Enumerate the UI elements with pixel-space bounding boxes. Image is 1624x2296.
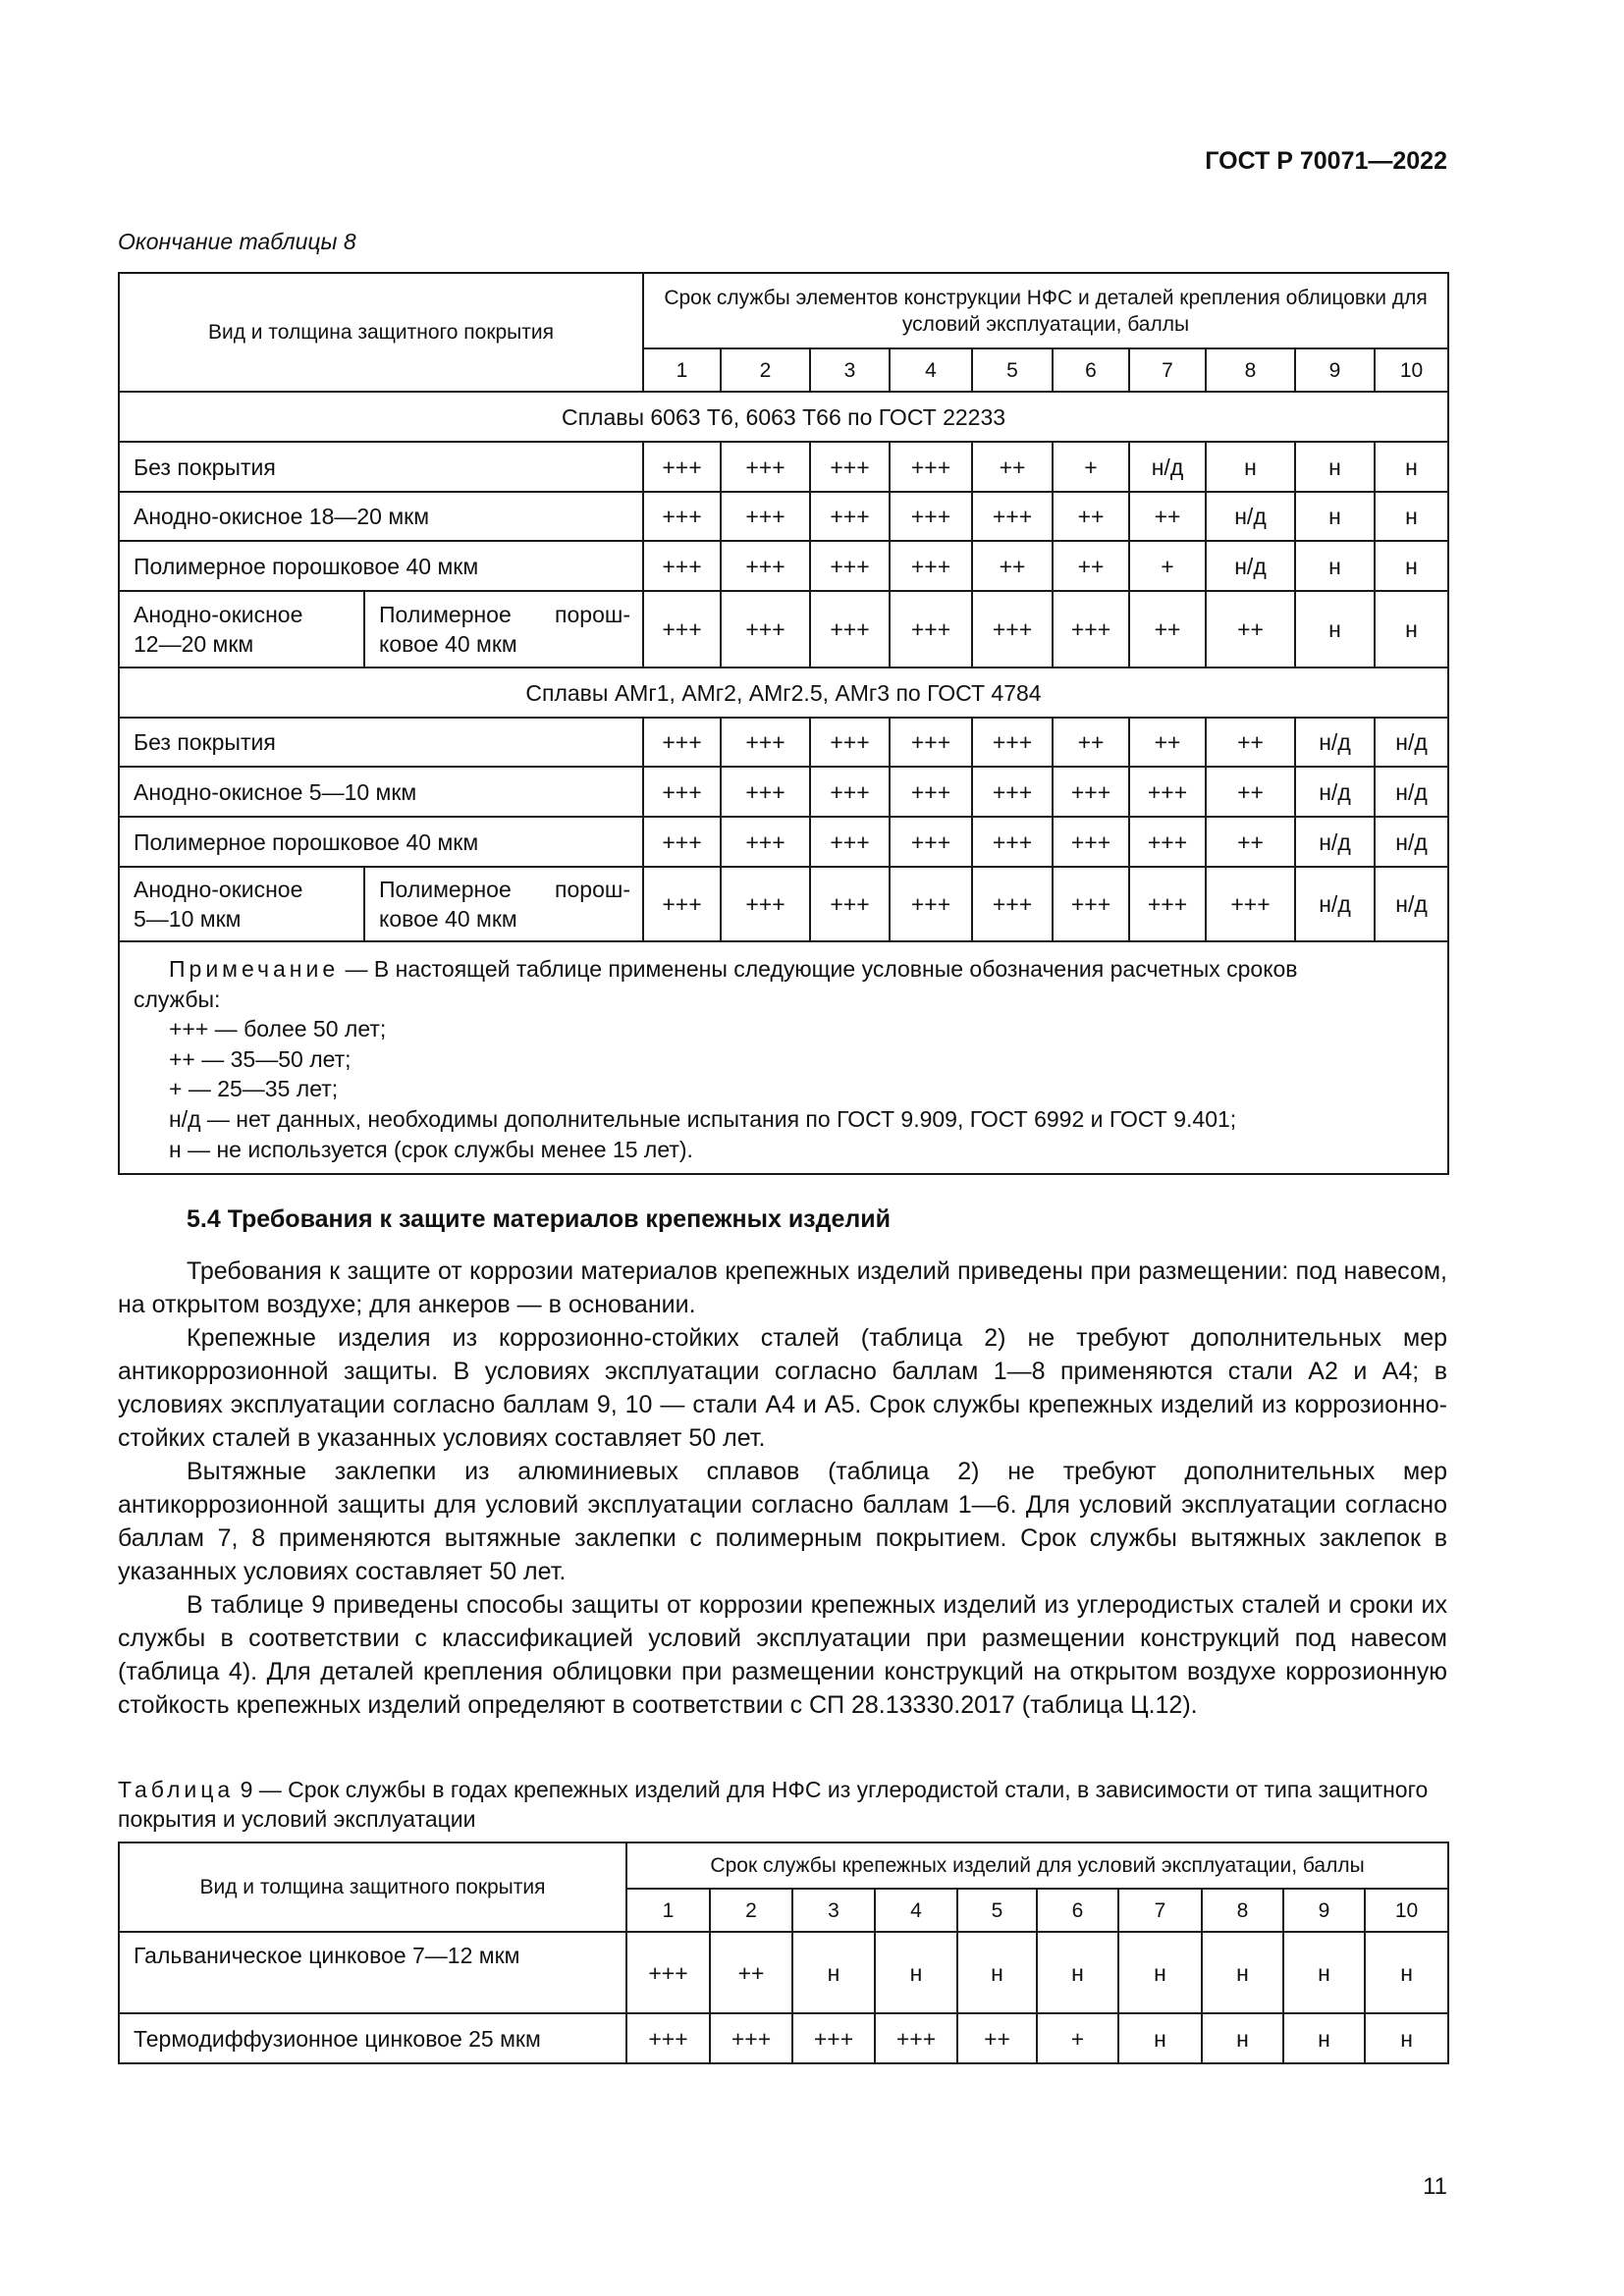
- cell: +++: [890, 867, 972, 941]
- table-row: [119, 817, 1448, 867]
- cell: н/д: [1295, 718, 1375, 767]
- cell: н: [1375, 591, 1448, 667]
- cell: +++: [890, 492, 972, 541]
- row-label-line: ковое 40 мкм: [379, 906, 517, 932]
- cell: ++: [1053, 541, 1129, 591]
- table-9-col-header: 5: [957, 1889, 1037, 1932]
- table-8-col-header: 7: [1129, 348, 1206, 392]
- cell: +++: [972, 817, 1053, 867]
- cell: +++: [1129, 767, 1206, 817]
- cell: н/д: [1295, 767, 1375, 817]
- cell: +++: [810, 718, 890, 767]
- cell: +++: [792, 2013, 875, 2063]
- cell: +++: [1053, 867, 1129, 941]
- table-9-col-header: 1: [626, 1889, 710, 1932]
- cell: н: [875, 1932, 957, 2013]
- cell: ++: [972, 541, 1053, 591]
- cell: +++: [1206, 867, 1295, 941]
- cell: н: [1295, 492, 1375, 541]
- cell: н: [1118, 1932, 1202, 2013]
- cell: +++: [626, 2013, 710, 2063]
- cell: н: [1202, 2013, 1283, 2063]
- row-label-coating-b: [364, 867, 643, 941]
- table-8-col-header: 1: [643, 348, 721, 392]
- table-row: [119, 867, 1448, 941]
- table-8-col-header: 8: [1206, 348, 1295, 392]
- cell: +++: [643, 591, 721, 667]
- table-8-col-header: 6: [1053, 348, 1129, 392]
- cell: +++: [721, 718, 810, 767]
- cell: +++: [721, 817, 810, 867]
- cell: +++: [721, 867, 810, 941]
- cell: +++: [643, 492, 721, 541]
- table-8-section-amg: Сплавы АМг1, АМг2, АМг2.5, АМг3 по ГОСТ 4784: [119, 667, 1448, 718]
- table-8-col-header: 9: [1295, 348, 1375, 392]
- cell: +++: [810, 541, 890, 591]
- cell: н/д: [1295, 867, 1375, 941]
- table-8-header-coating: Вид и толщина защитного покрытия: [119, 273, 643, 392]
- row-label: Без покрытия: [119, 718, 643, 767]
- table-8-col-header: 4: [890, 348, 972, 392]
- cell: +++: [710, 2013, 792, 2063]
- cell: +++: [643, 442, 721, 492]
- cell: +++: [810, 591, 890, 667]
- table-row: [119, 2013, 1448, 2063]
- table-row: [119, 718, 1448, 767]
- note-legend-line: +++ — более 50 лет;: [169, 1016, 387, 1042]
- cell: н: [1283, 2013, 1365, 2063]
- cell: +++: [1053, 817, 1129, 867]
- cell: н: [1202, 1932, 1283, 2013]
- cell: +++: [875, 2013, 957, 2063]
- table-9-col-header: 4: [875, 1889, 957, 1932]
- cell: ++: [1129, 492, 1206, 541]
- table-row: [119, 442, 1448, 492]
- paragraph: Требования к защите от коррозии материалов крепежных изделий приведены при размещении: под навесом, на открытом воздухе; для анкеров — в основании.: [118, 1257, 1447, 1318]
- table-8: [118, 272, 1449, 1175]
- row-label: Полимерное порошковое 40 мкм: [119, 541, 643, 591]
- table-9: [118, 1842, 1449, 2064]
- row-label: Анодно-окисное 18—20 мкм: [119, 492, 643, 541]
- cell: +: [1037, 2013, 1118, 2063]
- cell: н: [1295, 442, 1375, 492]
- cell: н/д: [1206, 492, 1295, 541]
- cell: +++: [810, 767, 890, 817]
- row-label-line: Анодно-окисное: [134, 877, 303, 902]
- cell: ++: [1206, 591, 1295, 667]
- table-9-caption-label: Таблица: [118, 1777, 235, 1802]
- cell: +++: [972, 867, 1053, 941]
- cell: +++: [972, 767, 1053, 817]
- cell: +++: [890, 442, 972, 492]
- table-9-caption: [118, 1775, 1447, 1834]
- cell: +++: [890, 817, 972, 867]
- cell: +++: [890, 718, 972, 767]
- section-5-4-heading: 5.4 Требования к защите материалов крепежных изделий: [187, 1205, 892, 1233]
- row-label-line: Полимерное порош-: [379, 877, 630, 902]
- cell: +++: [1053, 591, 1129, 667]
- page-number: 11: [1423, 2173, 1447, 2200]
- cell: н: [1206, 442, 1295, 492]
- table-row: [119, 767, 1448, 817]
- cell: н/д: [1206, 541, 1295, 591]
- cell: +++: [810, 492, 890, 541]
- cell: +++: [721, 767, 810, 817]
- row-label-line: Полимерное порош-: [379, 602, 630, 627]
- row-label-coating-b: [364, 591, 643, 667]
- cell: +++: [1129, 817, 1206, 867]
- note-intro: [134, 954, 1434, 985]
- cell: +: [1053, 442, 1129, 492]
- cell: н: [1375, 442, 1448, 492]
- note-legend-line: н — не используется (срок службы менее 15 лет).: [169, 1136, 693, 1162]
- cell: +++: [721, 591, 810, 667]
- row-label-line: ковое 40 мкм: [379, 631, 517, 657]
- cell: +++: [810, 817, 890, 867]
- cell: н: [1365, 2013, 1448, 2063]
- cell: н: [957, 1932, 1037, 2013]
- cell: ++: [1206, 718, 1295, 767]
- cell: +++: [721, 492, 810, 541]
- table-8-col-header: 2: [721, 348, 810, 392]
- cell: +++: [643, 817, 721, 867]
- table-row: [119, 492, 1448, 541]
- cell: ++: [1053, 718, 1129, 767]
- table-8-header-service-life: Срок службы элементов конструкции НФС и деталей крепления облицовки для условий эксплуатации, баллы: [643, 273, 1448, 348]
- cell: +++: [972, 492, 1053, 541]
- cell: н/д: [1375, 718, 1448, 767]
- table-9-col-header: 2: [710, 1889, 792, 1932]
- cell: ++: [1129, 591, 1206, 667]
- table-9-header-service-life: Срок службы крепежных изделий для условий эксплуатации, баллы: [626, 1842, 1448, 1889]
- cell: н: [792, 1932, 875, 2013]
- document-title: ГОСТ Р 70071—2022: [1205, 147, 1447, 175]
- cell: н/д: [1129, 442, 1206, 492]
- table-9-col-header: 9: [1283, 1889, 1365, 1932]
- cell: н: [1295, 541, 1375, 591]
- table-9-col-header: 3: [792, 1889, 875, 1932]
- cell: +++: [643, 867, 721, 941]
- table-8-col-header: 3: [810, 348, 890, 392]
- cell: +++: [626, 1932, 710, 2013]
- table-9-caption-text: 9 — Срок службы в годах крепежных изделий для НФС из углеродистой стали, в зависимости от типа защитного покрытия и условий эксплуатации: [118, 1777, 1429, 1832]
- table-8-col-header: 5: [972, 348, 1053, 392]
- table-9-col-header: 6: [1037, 1889, 1118, 1932]
- cell: ++: [710, 1932, 792, 2013]
- table-9-col-header: 10: [1365, 1889, 1448, 1932]
- note-label: Примечание: [169, 956, 340, 982]
- paragraph: В таблице 9 приведены способы защиты от коррозии крепежных изделий из углеродистых сталей и сроки их службы в соответствии с классификацией условий эксплуатации при размещении конструкций под навесом (таблица 4). Для деталей крепления облицовки при размещении конструкций на открытом воздухе коррозионную стойкость крепежных изделий определяют в соответствии с СП 28.13330.2017 (таблица Ц.12).: [118, 1591, 1447, 1719]
- cell: +++: [890, 591, 972, 667]
- cell: н: [1283, 1932, 1365, 2013]
- paragraph: Крепежные изделия из коррозионно-стойких сталей (таблица 2) не требуют дополнительных мер антикоррозионной защиты. В условиях эксплуатации согласно баллам 1—8 применяются стали А2 и А4; в условиях эксплуатации согласно баллам 9, 10 — стали А4 и А5. Срок службы крепежных изделий из коррозионно-стойких сталей в указанных условиях составляет 50 лет.: [118, 1324, 1447, 1452]
- cell: н: [1375, 541, 1448, 591]
- cell: +++: [643, 541, 721, 591]
- note-legend-line: н/д — нет данных, необходимы дополнительные испытания по ГОСТ 9.909, ГОСТ 6992 и ГОСТ 9.401;: [169, 1105, 1237, 1132]
- row-label: Гальваническое цинковое 7—12 мкм: [119, 1932, 626, 2013]
- cell: +: [1129, 541, 1206, 591]
- table-8-col-header: 10: [1375, 348, 1448, 392]
- cell: ++: [957, 2013, 1037, 2063]
- row-label-line: 5—10 мкм: [134, 906, 242, 932]
- cell: н/д: [1375, 867, 1448, 941]
- table-9-col-header: 8: [1202, 1889, 1283, 1932]
- note-text-cont: службы:: [134, 986, 221, 1012]
- cell: +++: [721, 541, 810, 591]
- cell: +++: [1129, 867, 1206, 941]
- cell: ++: [1206, 817, 1295, 867]
- note-legend-line: ++ — 35—50 лет;: [169, 1045, 352, 1072]
- row-label-coating-a: [119, 867, 364, 941]
- row-label-coating-a: [119, 591, 364, 667]
- cell: н: [1295, 591, 1375, 667]
- row-label: Без покрытия: [119, 442, 643, 492]
- cell: +++: [890, 541, 972, 591]
- table-8-caption: Окончание таблицы 8: [118, 229, 356, 254]
- table-row: [119, 1932, 1448, 2013]
- table-row: [119, 591, 1448, 667]
- cell: +++: [643, 718, 721, 767]
- note-text: — В настоящей таблице применены следующие условные обозначения расчетных сроков: [339, 956, 1298, 982]
- cell: н: [1118, 2013, 1202, 2063]
- cell: ++: [972, 442, 1053, 492]
- cell: н/д: [1375, 817, 1448, 867]
- row-label: Термодиффузионное цинковое 25 мкм: [119, 2013, 626, 2063]
- cell: н: [1365, 1932, 1448, 2013]
- table-row: [119, 541, 1448, 591]
- cell: н/д: [1295, 817, 1375, 867]
- row-label: Полимерное порошковое 40 мкм: [119, 817, 643, 867]
- row-label-line: 12—20 мкм: [134, 631, 254, 657]
- table-9-col-header: 7: [1118, 1889, 1202, 1932]
- cell: н/д: [1375, 767, 1448, 817]
- table-9-header-coating: Вид и толщина защитного покрытия: [119, 1842, 626, 1932]
- table-8-note: [119, 941, 1448, 1174]
- cell: +++: [972, 718, 1053, 767]
- cell: н: [1375, 492, 1448, 541]
- cell: +++: [810, 442, 890, 492]
- cell: +++: [810, 867, 890, 941]
- cell: н: [1037, 1932, 1118, 2013]
- cell: +++: [972, 591, 1053, 667]
- cell: ++: [1053, 492, 1129, 541]
- cell: ++: [1206, 767, 1295, 817]
- cell: +++: [890, 767, 972, 817]
- cell: +++: [643, 767, 721, 817]
- paragraph: Вытяжные заклепки из алюминиевых сплавов (таблица 2) не требуют дополнительных мер антикоррозионной защиты для условий эксплуатации согласно баллам 1—6. Для условий эксплуатации согласно баллам 7, 8 применяются вытяжные заклепки с полимерным покрытием. Срок службы вытяжных заклепок в указанных условиях составляет 50 лет.: [118, 1458, 1447, 1585]
- note-legend-line: + — 25—35 лет;: [169, 1076, 339, 1102]
- row-label-line: Анодно-окисное: [134, 602, 303, 627]
- cell: +++: [721, 442, 810, 492]
- table-8-section-6063: Сплавы 6063 Т6, 6063 Т66 по ГОСТ 22233: [119, 392, 1448, 442]
- cell: ++: [1129, 718, 1206, 767]
- row-label: Анодно-окисное 5—10 мкм: [119, 767, 643, 817]
- cell: +++: [1053, 767, 1129, 817]
